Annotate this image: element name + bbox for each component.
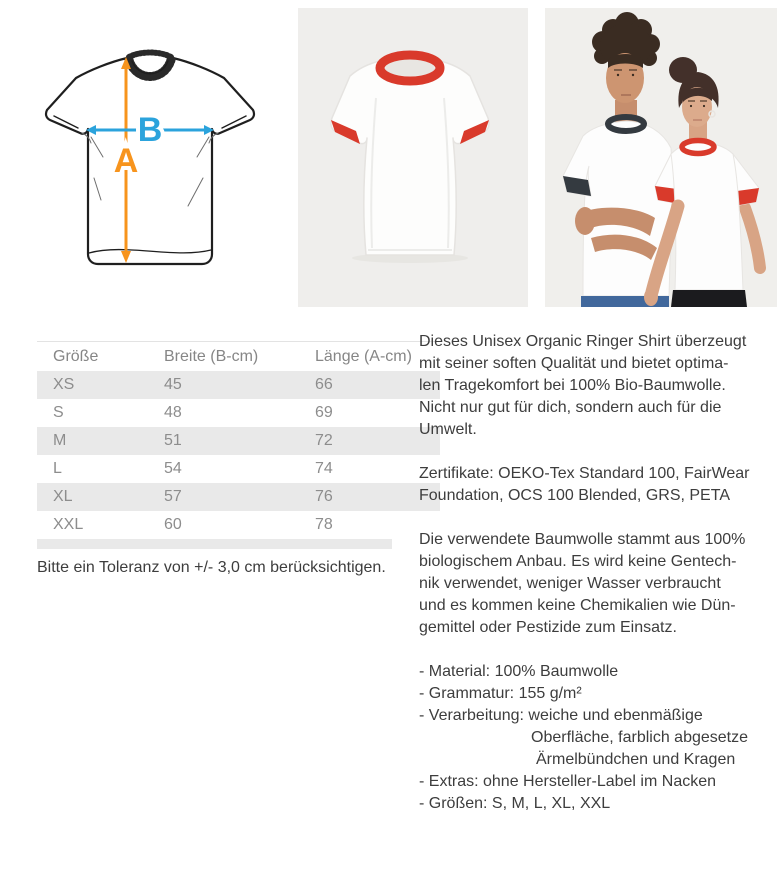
table-cell: S: [53, 404, 64, 421]
product-photo[interactable]: [298, 8, 528, 307]
table-cell: L: [53, 460, 62, 477]
text-line: len Tragekomfort bei 100% Bio-Baumwolle.: [419, 377, 726, 394]
text-line: Foundation, OCS 100 Blended, GRS, PETA: [419, 487, 730, 504]
column-header: Breite (B-cm): [164, 347, 259, 365]
table-cell: 78: [315, 516, 333, 533]
text-line: Dieses Unisex Organic Ringer Shirt überzeugt: [419, 333, 747, 350]
text-line: und es kommen keine Chemikalien wie Dün-: [419, 597, 736, 614]
table-row: [37, 483, 440, 511]
table-row: [37, 455, 440, 483]
table-cell: XS: [53, 376, 75, 393]
text-line: biologischem Anbau. Es wird keine Gentech-: [419, 553, 737, 570]
text-line: - Verarbeitung: weiche und ebenmäßige: [419, 707, 703, 724]
table-footer-strip: [37, 539, 392, 549]
table-row: [37, 427, 440, 455]
table-row: [37, 511, 440, 539]
measure-label-b: B: [137, 111, 163, 149]
description-paragraph: [419, 331, 775, 441]
text-line: nik verwendet, weniger Wasser verbraucht: [419, 575, 721, 592]
table-cell: 60: [164, 516, 182, 533]
table-header-row: [37, 342, 440, 372]
table-cell: XXL: [53, 516, 84, 533]
size-table-section: [37, 341, 412, 577]
text-line: - Grammatur: 155 g/m²: [419, 685, 582, 702]
table-row: [37, 371, 440, 399]
product-description: [419, 331, 775, 837]
table-cell: 57: [164, 488, 182, 505]
table-cell: 51: [164, 432, 182, 449]
table-cell: 72: [315, 432, 333, 449]
table-cell: 66: [315, 376, 333, 393]
models-photo-svg: [545, 8, 777, 307]
measure-label-a: A: [113, 142, 139, 180]
text-line: Zertifikate: OEKO-Tex Standard 100, FairWear: [419, 465, 750, 482]
table-cell: M: [53, 432, 67, 449]
column-header: Länge (A-cm): [315, 347, 412, 365]
table-cell: 76: [315, 488, 333, 505]
description-paragraph: [419, 529, 775, 639]
table-cell: XL: [53, 488, 73, 505]
text-line: gemittel oder Pestizide zum Einsatz.: [419, 619, 677, 636]
table-cell: 74: [315, 460, 333, 477]
text-line: - Material: 100% Baumwolle: [419, 663, 619, 680]
text-line: Ärmelbündchen und Kragen: [536, 751, 736, 768]
table-row: [37, 399, 440, 427]
size-table: [37, 341, 440, 539]
text-line: Nicht nur gut für dich, sondern auch für die: [419, 399, 722, 416]
tolerance-note: Bitte ein Toleranz von +/- 3,0 cm berücksichtigen.: [37, 559, 386, 576]
description-paragraph: [419, 661, 775, 815]
text-line: Die verwendete Baumwolle stammt aus 100%: [419, 531, 746, 548]
text-line: - Extras: ohne Hersteller-Label im Nacken: [419, 773, 717, 790]
column-header: Größe: [53, 347, 99, 365]
models-photo[interactable]: [545, 8, 777, 307]
size-table-body: [37, 371, 440, 539]
text-line: mit seiner soften Qualität und bietet optima-: [419, 355, 729, 372]
product-photo-svg: [298, 8, 528, 307]
description-paragraph: [419, 463, 775, 507]
size-diagram-svg: [30, 30, 270, 290]
table-cell: 54: [164, 460, 182, 477]
table-cell: 45: [164, 376, 182, 393]
text-line: Umwelt.: [419, 421, 477, 438]
table-cell: 69: [315, 404, 333, 421]
table-cell: 48: [164, 404, 182, 421]
size-diagram-image[interactable]: [30, 30, 270, 290]
text-line: Oberfläche, farblich abgesetze: [531, 729, 749, 746]
text-line: - Größen: S, M, L, XL, XXL: [419, 795, 611, 812]
woman-pants: [671, 290, 747, 307]
